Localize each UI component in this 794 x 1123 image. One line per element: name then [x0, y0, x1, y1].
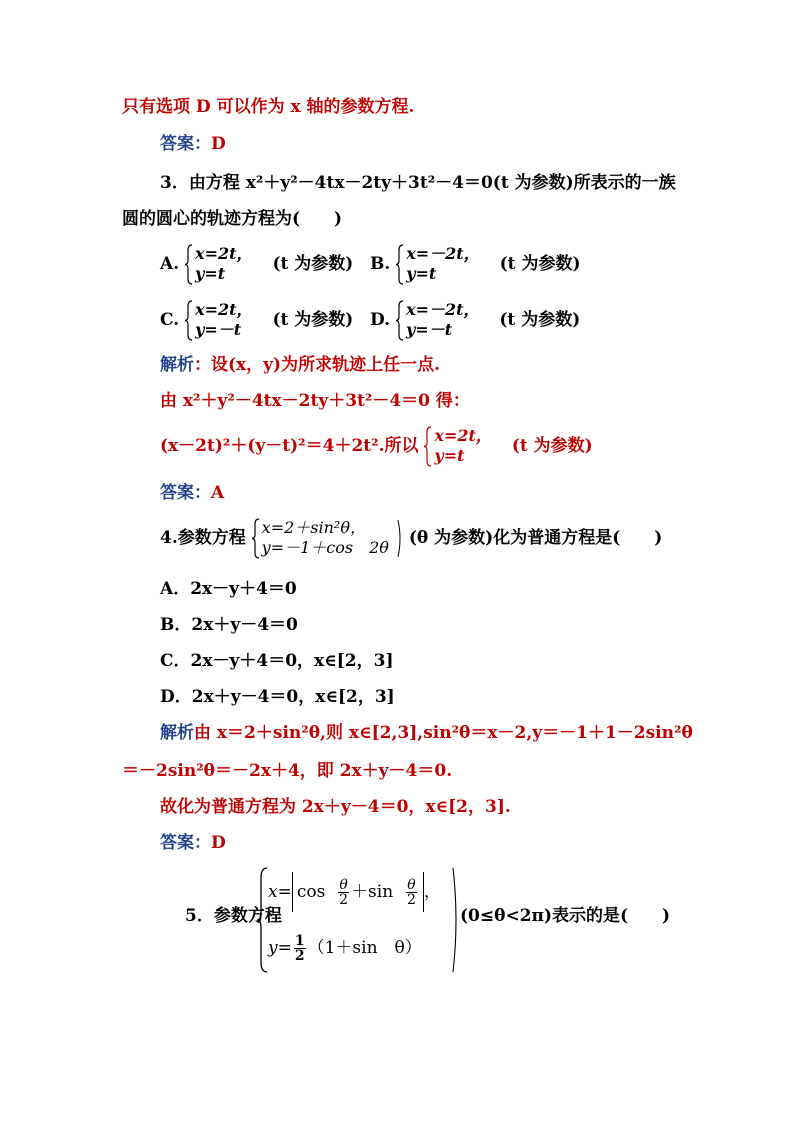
- question-4-option-b: B．2x＋y－4＝0: [160, 615, 298, 635]
- option-key: B.: [370, 254, 391, 274]
- row-2-lhs: y=: [268, 938, 292, 958]
- option-tail: (t 为参数): [272, 254, 354, 274]
- solution-tail: (t 为参数): [511, 436, 593, 456]
- right-bracket-icon: [397, 518, 403, 559]
- solution-equation: (x－2t)²＋(y－t)²＝4＋2t².所以: [160, 436, 419, 456]
- numerator: 1: [294, 933, 305, 949]
- option-key: C.: [160, 310, 180, 330]
- solution-label: 解析: [160, 355, 194, 375]
- question-3-line-1: 3．由方程 x²＋y²－4tx－2ty＋3t²－4＝0(t 为参数)所表示的一族: [160, 173, 676, 193]
- right-bracket-icon: [452, 866, 460, 974]
- answer-line-4: [160, 832, 226, 854]
- question-5-tail: (0≤θ<2π)表示的是( ): [460, 906, 671, 926]
- fraction-theta-over-2: [406, 878, 417, 907]
- solution-4-line-1: [160, 722, 693, 744]
- system-row-2: y=t: [195, 264, 226, 283]
- denominator: 2: [294, 948, 305, 964]
- question-3-line-2: 圆的圆心的轨迹方程为( ): [122, 209, 343, 229]
- left-brace-icon: [256, 866, 268, 974]
- question-3-option-d: [370, 300, 580, 341]
- solution-3-line-2: 由 x²＋y²－4tx－2ty＋3t²－4＝0 得：: [160, 391, 470, 411]
- row-1-comma: ，: [423, 882, 441, 902]
- solution-label: 解析: [160, 723, 194, 743]
- system-row-1: x=2t，: [195, 244, 253, 263]
- system-row-1: x=－2t，: [405, 300, 480, 319]
- system-row-1: x=2t，: [434, 426, 492, 445]
- equation-system: [185, 244, 266, 285]
- row-1-lhs: x=: [268, 882, 292, 902]
- question-3-option-a: [160, 244, 353, 285]
- numerator: θ: [339, 877, 348, 893]
- answer-label: 答案：: [160, 134, 211, 154]
- system-row-2: y=－1＋cos 2θ: [261, 538, 389, 557]
- question-4-option-c: C．2x－y＋4＝0，x∈[2，3]: [160, 651, 394, 671]
- answer-value: D: [211, 833, 226, 853]
- equation-system: [252, 518, 403, 559]
- denominator: 2: [339, 892, 349, 908]
- row-2-rhs: （1＋sin θ）: [307, 938, 422, 958]
- system-row-2: y=－t: [405, 320, 453, 339]
- left-brace-icon: [424, 426, 432, 467]
- left-brace-icon: [396, 300, 404, 341]
- solution-conclusion-line: 只有选项 D 可以作为 x 轴的参数方程.: [122, 97, 415, 117]
- answer-line-1: [160, 133, 226, 155]
- answer-label: 答案：: [160, 483, 211, 503]
- equation-system: [396, 244, 493, 285]
- denominator: 2: [407, 892, 416, 908]
- question-4-option-d: D．2x＋y－4＝0，x∈[2，3]: [160, 687, 395, 707]
- solution-3-line-3: [160, 426, 593, 467]
- left-brace-icon: [185, 300, 193, 341]
- equation-system: [424, 426, 505, 467]
- question-5-row-2: [268, 928, 422, 968]
- system-row-2: y=－t: [195, 320, 242, 339]
- absolute-value: [292, 872, 424, 912]
- equation-system: [396, 300, 493, 341]
- solution-text: ：设(x，y)为所求轨迹上任一点.: [194, 355, 441, 375]
- fraction-theta-over-2: [338, 878, 349, 907]
- question-4-option-a: A．2x－y＋4＝0: [160, 579, 297, 599]
- fraction-one-half: [294, 934, 306, 963]
- system-row-1: x=－2t，: [406, 244, 480, 263]
- system-row-1: x=2＋sin²θ，: [261, 518, 366, 537]
- option-key: D.: [370, 310, 391, 330]
- question-4-stem: [160, 518, 662, 559]
- solution-4-line-3: 故化为普通方程为 2x＋y－4＝0，x∈[2，3].: [160, 797, 511, 817]
- answer-label: 答案：: [160, 833, 211, 853]
- solution-4-line-2: ＝－2sin²θ＝－2x＋4，即 2x＋y－4＝0.: [122, 761, 453, 781]
- left-brace-icon: [396, 244, 404, 285]
- plus-sin-label: ＋sin: [351, 882, 394, 902]
- question-5-head: 5．参数方程: [185, 906, 282, 926]
- numerator: θ: [407, 877, 416, 893]
- left-brace-icon: [252, 518, 260, 559]
- answer-value: D: [211, 134, 226, 154]
- question-3-option-c: [160, 300, 353, 341]
- question-4-head: 4.参数方程: [160, 528, 246, 548]
- equation-system: [185, 300, 266, 341]
- system-row-2: y=t: [406, 264, 437, 283]
- answer-line-3: [160, 482, 224, 504]
- option-tail: (t 为参数): [499, 310, 581, 330]
- solution-3-line-1: [160, 354, 440, 376]
- answer-value: A: [211, 483, 225, 503]
- question-4-tail: (θ 为参数)化为普通方程是( ): [408, 528, 663, 548]
- system-row-1: x=2t，: [195, 300, 253, 319]
- question-5-row-1: [268, 872, 441, 912]
- cos-label: cos: [296, 882, 326, 902]
- question-3-option-b: [370, 244, 580, 285]
- system-row-2: y=t: [434, 446, 465, 465]
- solution-text: 由 x＝2＋sin²θ,则 x∈[2,3],sin²θ＝x－2,y＝－1＋1－2sin²θ: [194, 723, 693, 743]
- option-tail: (t 为参数): [499, 254, 581, 274]
- left-brace-icon: [185, 244, 193, 285]
- option-tail: (t 为参数): [272, 310, 354, 330]
- option-key: A.: [160, 254, 180, 274]
